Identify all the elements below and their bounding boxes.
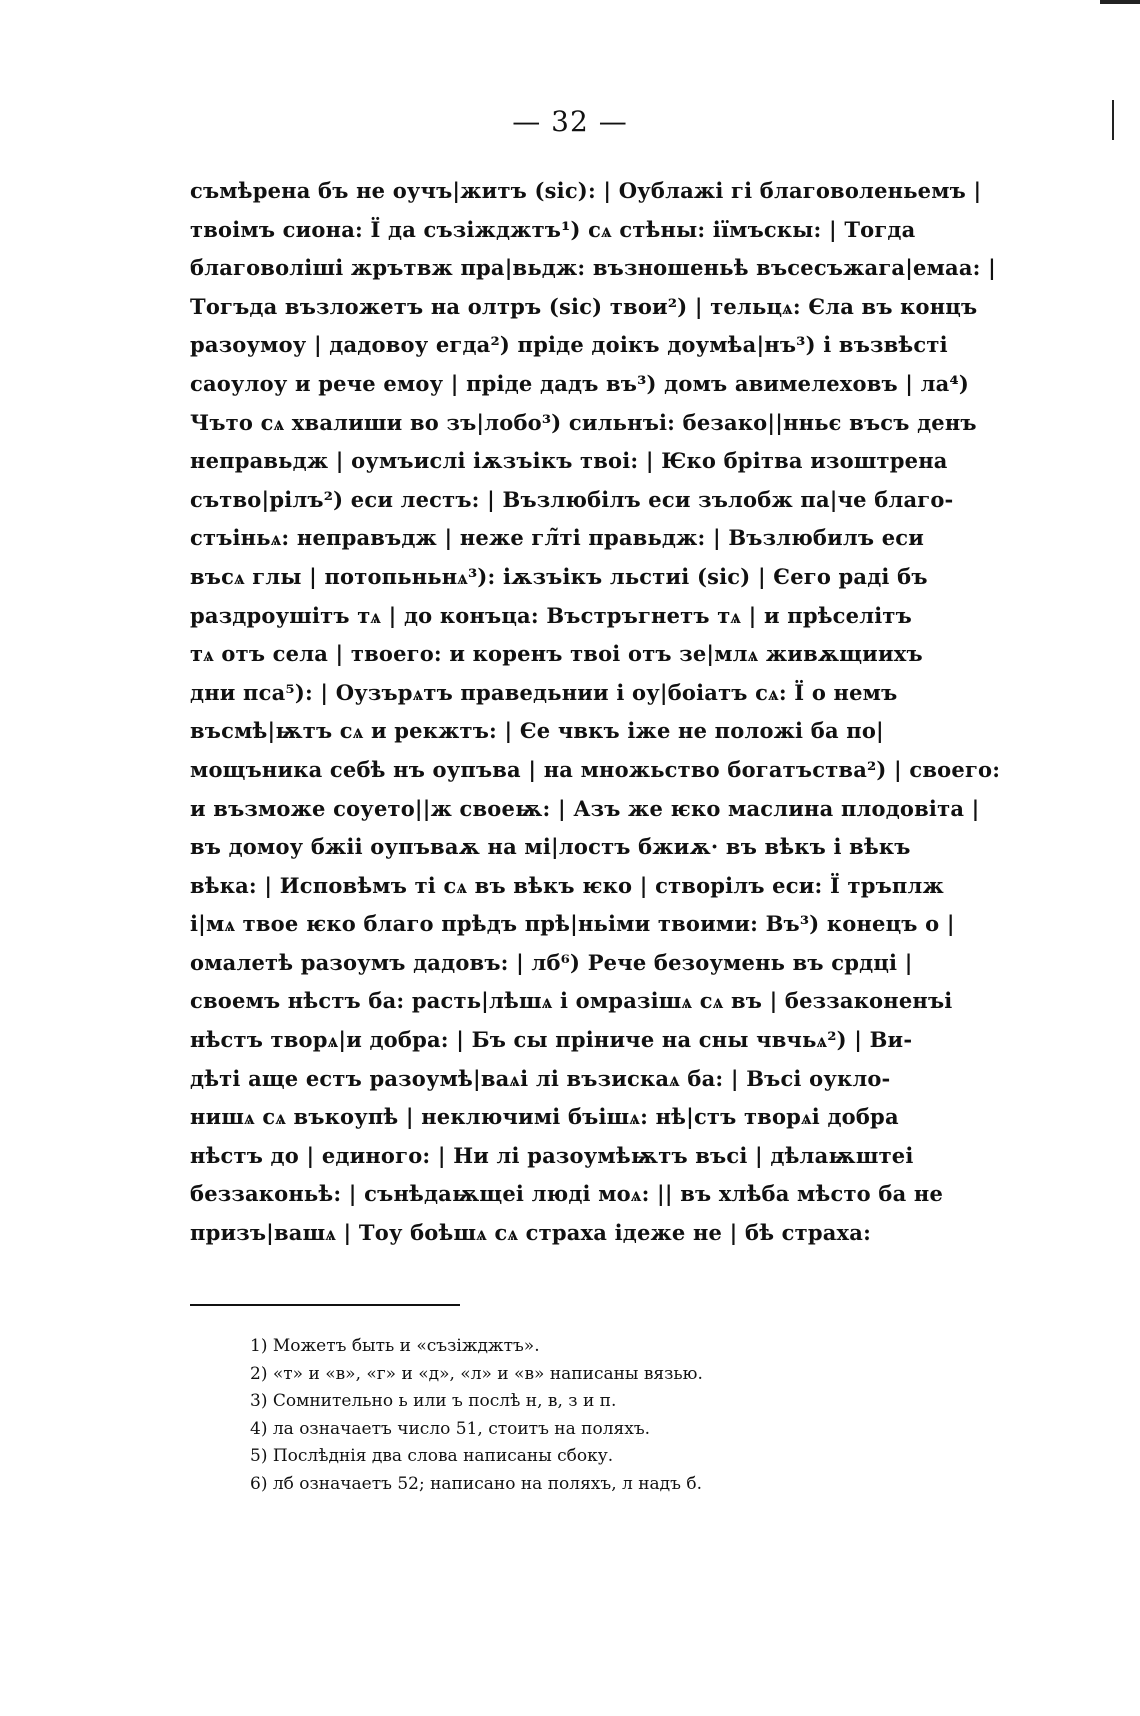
text-line: благоволіші жрътвж пра|вьдж: възношеньѣ въсесъжага|емаа: | xyxy=(190,255,996,281)
text-line: сътво|рілъ²) еси лестъ: | Възлюбілъ еси зълобж па|че благо- xyxy=(190,486,954,512)
text-line: разоумоу | дадовоу егда²) пріде доікъ доумѣа|нъ³) і възвѣсті xyxy=(190,332,948,358)
text-line: въ домоу бжіі оупъваѫ на мі|лостъ бжиѫ· въ вѣкъ і вѣкъ xyxy=(190,834,911,860)
text-line: Чъто сѧ хвалиши во зъ|лобо³) сильнъі: безако||нньє въсъ денъ xyxy=(190,409,977,435)
footnote: 2) «т» и «в», «г» и «д», «л» и «в» написаны вязью. xyxy=(250,1363,703,1384)
text-line: призъ|вашѧ | Тоу боѣшѧ сѧ страха ідеже не | бѣ страха: xyxy=(190,1220,872,1246)
scan-edge-mark xyxy=(1112,100,1114,140)
page-number: — 32 — xyxy=(512,105,628,138)
main-text xyxy=(190,172,1002,1253)
footnote: 6) лб означаетъ 52; написано на поляхъ, л надъ б. xyxy=(250,1473,703,1494)
text-line: стъіньѧ: неправъдж | неже гл̃ті правьдж: | Възлюбилъ еси xyxy=(190,525,925,551)
text-line: въсѧ глы | потопьньнѧ³): іѫзъікъ льстиі (sic) | Єего раді бъ xyxy=(190,563,928,589)
text-line: Тогъда възложетъ на олтръ (sic) твои²) | тельцѧ: Єла въ концъ xyxy=(190,293,978,319)
text-line: омалетѣ разоумъ дадовъ: | лб⁶) Рече безоумень въ срдці | xyxy=(190,949,913,975)
text-line: и възможе соуето||ж своеѭ: | Азъ же ѥко маслина плодовіта | xyxy=(190,795,980,821)
text-line: беззаконьѣ: | сънѣдаѭщеі люді моѧ: || въ хлѣба мѣсто ба не xyxy=(190,1181,944,1207)
text-line: дни пса⁵): | Оузърѧтъ праведьнии і оу|боіатъ сѧ: Ї о немъ xyxy=(190,679,898,705)
text-line: раздроушітъ тѧ | до конъца: Въстръгнетъ тѧ | и прѣселітъ xyxy=(190,602,912,628)
text-line: вѣка: | Исповѣмъ ті сѧ въ вѣкъ ѥко | створілъ еси: Ї тръплж xyxy=(190,872,944,898)
text-line: саоулоу и рече емоу | пріде дадъ въ³) домъ авимелеховъ | ла⁴) xyxy=(190,370,970,396)
footnote: 3) Сомнительно ь или ъ послѣ н, в, з и п. xyxy=(250,1391,617,1412)
text-line: нѣстъ творѧ|и добра: | Бъ сы пріниче на сны чвчьѧ²) | Ви- xyxy=(190,1027,913,1053)
text-line: своемъ нѣстъ ба: расть|лѣшѧ і омразішѧ сѧ въ | беззаконенъі xyxy=(190,988,953,1014)
footnote: 4) ла означаетъ число 51, стоитъ на поляхъ. xyxy=(250,1418,651,1439)
footnote-divider xyxy=(190,1304,460,1306)
text-line: і|мѧ твое ѥко благо прѣдъ прѣ|ньіми твоими: Въ³) конецъ о | xyxy=(190,911,955,937)
text-line: твоімъ сиона: Ї да съзіжджтъ¹) сѧ стѣны: іїмъскы: | Тогда xyxy=(190,216,916,242)
text-line: неправьдж | оумъислі іѫзъікъ твоі: | Ѥко брітва изоштрена xyxy=(190,448,948,474)
text-line: дѣті аще естъ разоумѣ|ваѧі лі възискаѧ ба: | Въсі оукло- xyxy=(190,1065,891,1091)
text-line: съмѣрена бъ не оучъ|житъ (sic): | Оублажі гі благоволеньемъ | xyxy=(190,178,982,203)
text-line: въсмѣ|ѭтъ сѧ и рекжтъ: | Єе чвкъ іже не положі ба по| xyxy=(190,718,884,744)
text-line: нишѧ сѧ въкоупѣ | неключимі бъішѧ: нѣ|стъ творѧі добра xyxy=(190,1104,899,1130)
scan-edge-mark xyxy=(1100,0,1140,4)
footnote: 5) Послѣднія два слова написаны сбоку. xyxy=(250,1446,614,1467)
footnotes xyxy=(250,1333,1010,1499)
text-line: мощъника себѣ нъ оупъва | на множьство богатъства²) | своего: xyxy=(190,756,1001,782)
footnote: 1) Можетъ быть и «съзіжджтъ». xyxy=(250,1336,540,1356)
text-line: тѧ отъ села | твоего: и коренъ твоі отъ зе|млѧ живѫщиихъ xyxy=(190,641,923,667)
text-line: нѣстъ до | единого: | Ни лі разоумѣѭтъ въсі | дѣлаѭштеі xyxy=(190,1142,914,1168)
